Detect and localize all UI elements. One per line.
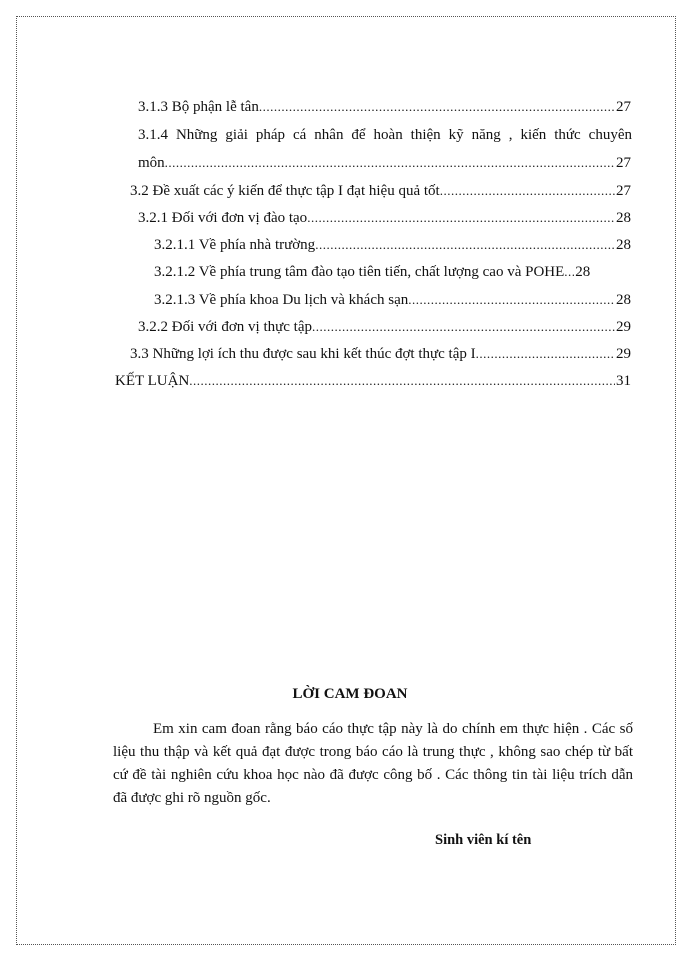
toc-leader-dots bbox=[189, 371, 615, 391]
toc-entry[interactable] bbox=[138, 208, 631, 228]
toc-leader-dots bbox=[408, 290, 615, 310]
declaration-body bbox=[113, 718, 633, 810]
toc-page-number: 31 bbox=[616, 373, 631, 389]
toc-entry[interactable] bbox=[130, 181, 631, 201]
toc-entry-line1[interactable] bbox=[138, 125, 632, 145]
toc-leader-dots bbox=[564, 262, 574, 282]
toc-page-number: 28 bbox=[616, 292, 631, 308]
toc-entry[interactable] bbox=[138, 97, 631, 117]
toc-page-number: 29 bbox=[616, 319, 631, 335]
declaration-title: LỜI CAM ĐOAN bbox=[292, 686, 408, 702]
toc-entry[interactable] bbox=[154, 235, 631, 255]
toc-entry-label: 3.2.1.2 Về phía trung tâm đào tạo tiên tiến, chất lượng cao và POHE bbox=[154, 264, 565, 280]
toc-leader-dots bbox=[315, 235, 615, 255]
signature-label: Sinh viên kí tên bbox=[435, 832, 532, 848]
toc-entry-label: KẾT LUẬN bbox=[115, 373, 190, 389]
toc-entry[interactable] bbox=[138, 317, 631, 337]
toc-leader-dots bbox=[312, 317, 615, 337]
toc-entry-label: môn bbox=[138, 155, 165, 171]
toc-entry[interactable] bbox=[154, 262, 631, 282]
toc-leader-dots bbox=[259, 97, 615, 117]
toc-entry-label: 3.3 Những lợi ích thu được sau khi kết thúc đợt thực tập I bbox=[130, 346, 476, 362]
toc-leader-dots bbox=[165, 153, 615, 173]
toc-entry-label: 3.2.1 Đối với đơn vị đào tạo bbox=[138, 210, 308, 226]
toc-page-number: 29 bbox=[616, 346, 631, 362]
toc-entry[interactable] bbox=[130, 344, 631, 364]
toc-leader-dots bbox=[307, 208, 615, 228]
toc-page-number: 28 bbox=[575, 264, 591, 280]
toc-leader-dots bbox=[440, 181, 615, 201]
toc-entry-label: 3.2.2 Đối với đơn vị thực tập bbox=[138, 319, 312, 335]
declaration-text: Em xin cam đoan rằng báo cáo thực tập này là do chính em thực hiện . Các số liệu thu thập và kết quả đạt được trong báo cáo là trung thực , không sao chép từ bất cứ đề tài nghiên cứu khoa học nào đã được công bố . Các thông tin tài liệu trích dẫn đã được ghi rõ nguồn gốc. bbox=[113, 721, 633, 806]
toc-entry-label: 3.1.3 Bộ phận lễ tân bbox=[138, 99, 259, 115]
toc-entry-label: 3.2 Đề xuất các ý kiến để thực tập I đạt hiệu quả tốt bbox=[130, 183, 440, 199]
toc-entry[interactable] bbox=[115, 371, 631, 391]
toc-page-number: 28 bbox=[616, 237, 631, 253]
toc-page-number: 28 bbox=[616, 210, 631, 226]
toc-entry-label: 3.2.1.3 Về phía khoa Du lịch và khách sạn bbox=[154, 292, 409, 308]
toc-page-number: 27 bbox=[616, 155, 631, 171]
toc-leader-dots bbox=[476, 344, 615, 364]
toc-entry[interactable] bbox=[154, 290, 631, 310]
toc-entry-label: 3.1.4 Những giải pháp cá nhân để hoàn thiện kỹ năng , kiến thức chuyên bbox=[138, 127, 632, 143]
toc-entry-label: 3.2.1.1 Về phía nhà trường bbox=[154, 237, 316, 253]
toc-entry-line2[interactable] bbox=[138, 153, 631, 173]
toc-page-number: 27 bbox=[616, 183, 631, 199]
toc-page-number: 27 bbox=[616, 99, 631, 115]
